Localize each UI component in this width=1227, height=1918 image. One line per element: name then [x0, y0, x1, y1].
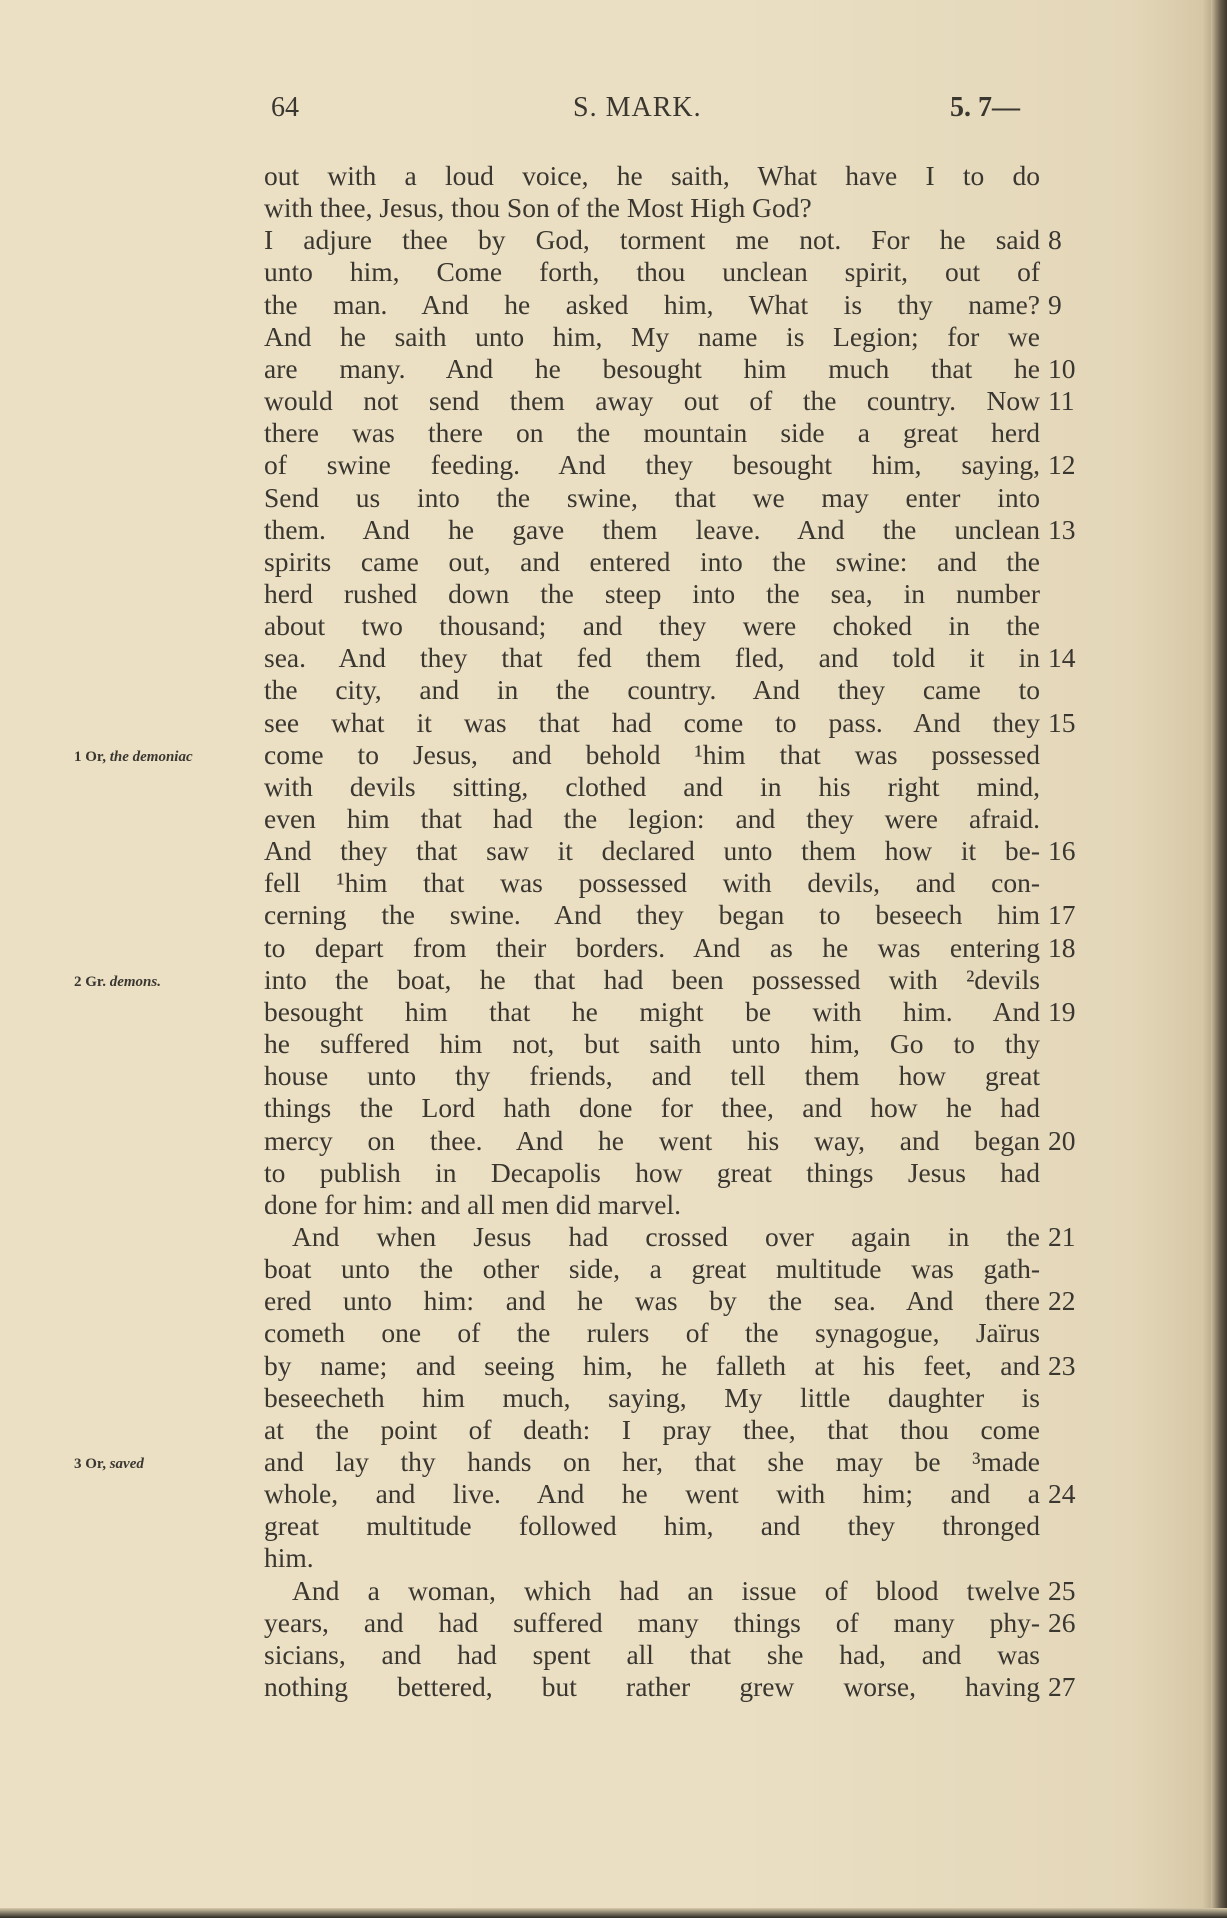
text-line-content: unto him, Come forth, thou unclean spirit, out of — [264, 256, 1040, 287]
text-line-content: spirits came out, and entered into the swine: and the — [264, 546, 1040, 577]
text-line — [264, 1446, 1040, 1478]
text-line-content: he suffered him not, but saith unto him, Go to thy — [264, 1028, 1040, 1059]
text-line-content: And they that saw it declared unto them how it be- — [264, 835, 1040, 866]
text-line-content: And when Jesus had crossed over again in the — [292, 1221, 1040, 1252]
chapter-verse-reference: 5. 7— — [950, 92, 1020, 123]
text-line-content: great multitude followed him, and they thronged — [264, 1510, 1040, 1541]
verse-number: 13 — [1048, 514, 1076, 545]
text-line — [264, 899, 1040, 931]
text-line — [264, 1382, 1040, 1414]
verse-number: 15 — [1048, 707, 1076, 738]
text-line-content: him. — [264, 1542, 314, 1573]
text-line — [264, 1639, 1040, 1671]
margin-note-prefix: Or, — [85, 1456, 106, 1472]
text-line-content: the city, and in the country. And they came to — [264, 674, 1040, 705]
margin-note-number: 2 — [74, 974, 82, 990]
text-line — [264, 932, 1040, 964]
text-line-content: sicians, and had spent all that she had, and was — [264, 1639, 1040, 1670]
text-line — [264, 610, 1040, 642]
text-line-content: herd rushed down the steep into the sea, in number — [264, 578, 1040, 609]
text-line — [264, 578, 1040, 610]
text-line — [264, 642, 1040, 674]
verse-number: 20 — [1048, 1125, 1076, 1156]
text-line — [264, 1125, 1040, 1157]
verse-number: 27 — [1048, 1671, 1076, 1702]
text-line-content: with devils sitting, clothed and in his right mind, — [264, 771, 1040, 802]
text-line-content: with thee, Jesus, thou Son of the Most High God? — [264, 192, 812, 223]
text-line-content: would not send them away out of the country. Now — [264, 385, 1040, 416]
text-line — [264, 1028, 1040, 1060]
text-line-content: into the boat, he that had been possessed with ²devils — [264, 964, 1040, 995]
text-line — [264, 835, 1040, 867]
margin-note — [74, 1448, 144, 1480]
text-line — [264, 160, 1040, 192]
text-line — [264, 1575, 1040, 1607]
verse-number: 21 — [1048, 1221, 1076, 1252]
text-line — [264, 1221, 1040, 1253]
text-line — [264, 1317, 1040, 1349]
verse-number: 11 — [1048, 385, 1075, 416]
running-title: S. MARK. — [573, 92, 702, 123]
text-line — [264, 674, 1040, 706]
verse-number: 10 — [1048, 353, 1076, 384]
verse-number: 19 — [1048, 996, 1076, 1027]
text-line-content: out with a loud voice, he saith, What have I to do — [264, 160, 1040, 191]
text-line-content: Send us into the swine, that we may enter into — [264, 482, 1040, 513]
text-line-content: whole, and live. And he went with him; and a — [264, 1478, 1040, 1509]
verse-number: 24 — [1048, 1478, 1076, 1509]
text-line-content: them. And he gave them leave. And the unclean — [264, 514, 1040, 545]
verse-number: 16 — [1048, 835, 1076, 866]
text-line-content: come to Jesus, and behold ¹him that was possessed — [264, 739, 1040, 770]
text-line-content: there was there on the mountain side a great herd — [264, 417, 1040, 448]
text-line — [264, 482, 1040, 514]
running-header — [0, 92, 1227, 132]
text-line — [264, 964, 1040, 996]
margin-note-text: the demoniac — [109, 749, 193, 765]
text-line-content: the man. And he asked him, What is thy name? — [264, 289, 1040, 320]
text-line — [264, 353, 1040, 385]
text-line — [264, 1414, 1040, 1446]
text-line-content: even him that had the legion: and they were afraid. — [264, 803, 1040, 834]
page-number: 64 — [271, 92, 299, 123]
page-edge — [1211, 0, 1227, 1918]
margin-note-number: 3 — [74, 1456, 82, 1472]
text-line-content: things the Lord hath done for thee, and how he had — [264, 1092, 1040, 1123]
text-line — [264, 1350, 1040, 1382]
text-line-content: sea. And they that fed them fled, and told it in — [264, 642, 1040, 673]
text-line — [264, 1092, 1040, 1124]
text-line — [264, 1542, 1040, 1574]
text-line — [264, 514, 1040, 546]
text-line — [264, 192, 1040, 224]
text-line-content: of swine feeding. And they besought him, saying, — [264, 449, 1040, 480]
text-line-content: nothing bettered, but rather grew worse, having — [264, 1671, 1040, 1702]
text-line — [264, 289, 1040, 321]
verse-number: 23 — [1048, 1350, 1076, 1381]
text-line-content: fell ¹him that was possessed with devils, and con- — [264, 867, 1040, 898]
margin-note-text: saved — [109, 1456, 144, 1472]
verse-number: 17 — [1048, 899, 1076, 930]
text-line — [264, 867, 1040, 899]
verse-number: 18 — [1048, 932, 1076, 963]
text-line-content: beseecheth him much, saying, My little daughter is — [264, 1382, 1040, 1413]
text-line — [264, 1253, 1040, 1285]
text-line-content: and lay thy hands on her, that she may be ³made — [264, 1446, 1040, 1477]
text-line-content: to publish in Decapolis how great things Jesus had — [264, 1157, 1040, 1188]
text-line-content: years, and had suffered many things of many phy- — [264, 1607, 1040, 1638]
margin-note-prefix: Or, — [85, 749, 106, 765]
text-line-content: boat unto the other side, a great multitude was gath- — [264, 1253, 1040, 1284]
text-line — [264, 1285, 1040, 1317]
text-line-content: And a woman, which had an issue of blood twelve — [292, 1575, 1040, 1606]
text-line — [264, 771, 1040, 803]
text-line — [264, 803, 1040, 835]
text-line — [264, 224, 1040, 256]
text-line — [264, 1607, 1040, 1639]
margin-note — [74, 741, 193, 773]
margin-note-number: 1 — [74, 749, 82, 765]
text-line-content: to depart from their borders. And as he was entering — [264, 932, 1040, 963]
text-line — [264, 546, 1040, 578]
text-line-content: about two thousand; and they were choked in the — [264, 610, 1040, 641]
text-line-content: at the point of death: I pray thee, that thou come — [264, 1414, 1040, 1445]
verse-number: 12 — [1048, 449, 1076, 480]
text-line-content: done for him: and all men did marvel. — [264, 1189, 681, 1220]
verse-number: 25 — [1048, 1575, 1076, 1606]
text-line — [264, 385, 1040, 417]
text-line-content: And he saith unto him, My name is Legion; for we — [264, 321, 1040, 352]
text-line — [264, 321, 1040, 353]
text-line-content: are many. And he besought him much that he — [264, 353, 1040, 384]
text-line — [264, 996, 1040, 1028]
text-line — [264, 449, 1040, 481]
page-bottom-edge — [0, 1908, 1227, 1918]
text-line — [264, 1157, 1040, 1189]
text-line-content: ered unto him: and he was by the sea. And there — [264, 1285, 1040, 1316]
verse-number: 9 — [1048, 289, 1062, 320]
text-line — [264, 739, 1040, 771]
text-line-content: house unto thy friends, and tell them how great — [264, 1060, 1040, 1091]
verse-number: 14 — [1048, 642, 1076, 673]
text-line — [264, 256, 1040, 288]
verse-number: 8 — [1048, 224, 1062, 255]
text-line-content: see what it was that had come to pass. And they — [264, 707, 1040, 738]
text-line-content: mercy on thee. And he went his way, and began — [264, 1125, 1040, 1156]
text-line-content: I adjure thee by God, torment me not. For he said — [264, 224, 1040, 255]
text-line-content: cerning the swine. And they began to beseech him — [264, 899, 1040, 930]
margin-note — [74, 966, 161, 998]
text-line — [264, 1060, 1040, 1092]
verse-number: 26 — [1048, 1607, 1076, 1638]
text-line — [264, 1189, 1040, 1221]
margin-note-prefix: Gr. — [85, 974, 106, 990]
margin-note-text: demons. — [109, 974, 161, 990]
text-line — [264, 417, 1040, 449]
text-line-content: cometh one of the rulers of the synagogue, Jaïrus — [264, 1317, 1040, 1348]
verse-number: 22 — [1048, 1285, 1076, 1316]
text-line — [264, 1671, 1040, 1703]
text-line-content: by name; and seeing him, he falleth at his feet, and — [264, 1350, 1040, 1381]
text-line — [264, 1478, 1040, 1510]
text-line-content: besought him that he might be with him. And — [264, 996, 1040, 1027]
text-line — [264, 707, 1040, 739]
text-line — [264, 1510, 1040, 1542]
